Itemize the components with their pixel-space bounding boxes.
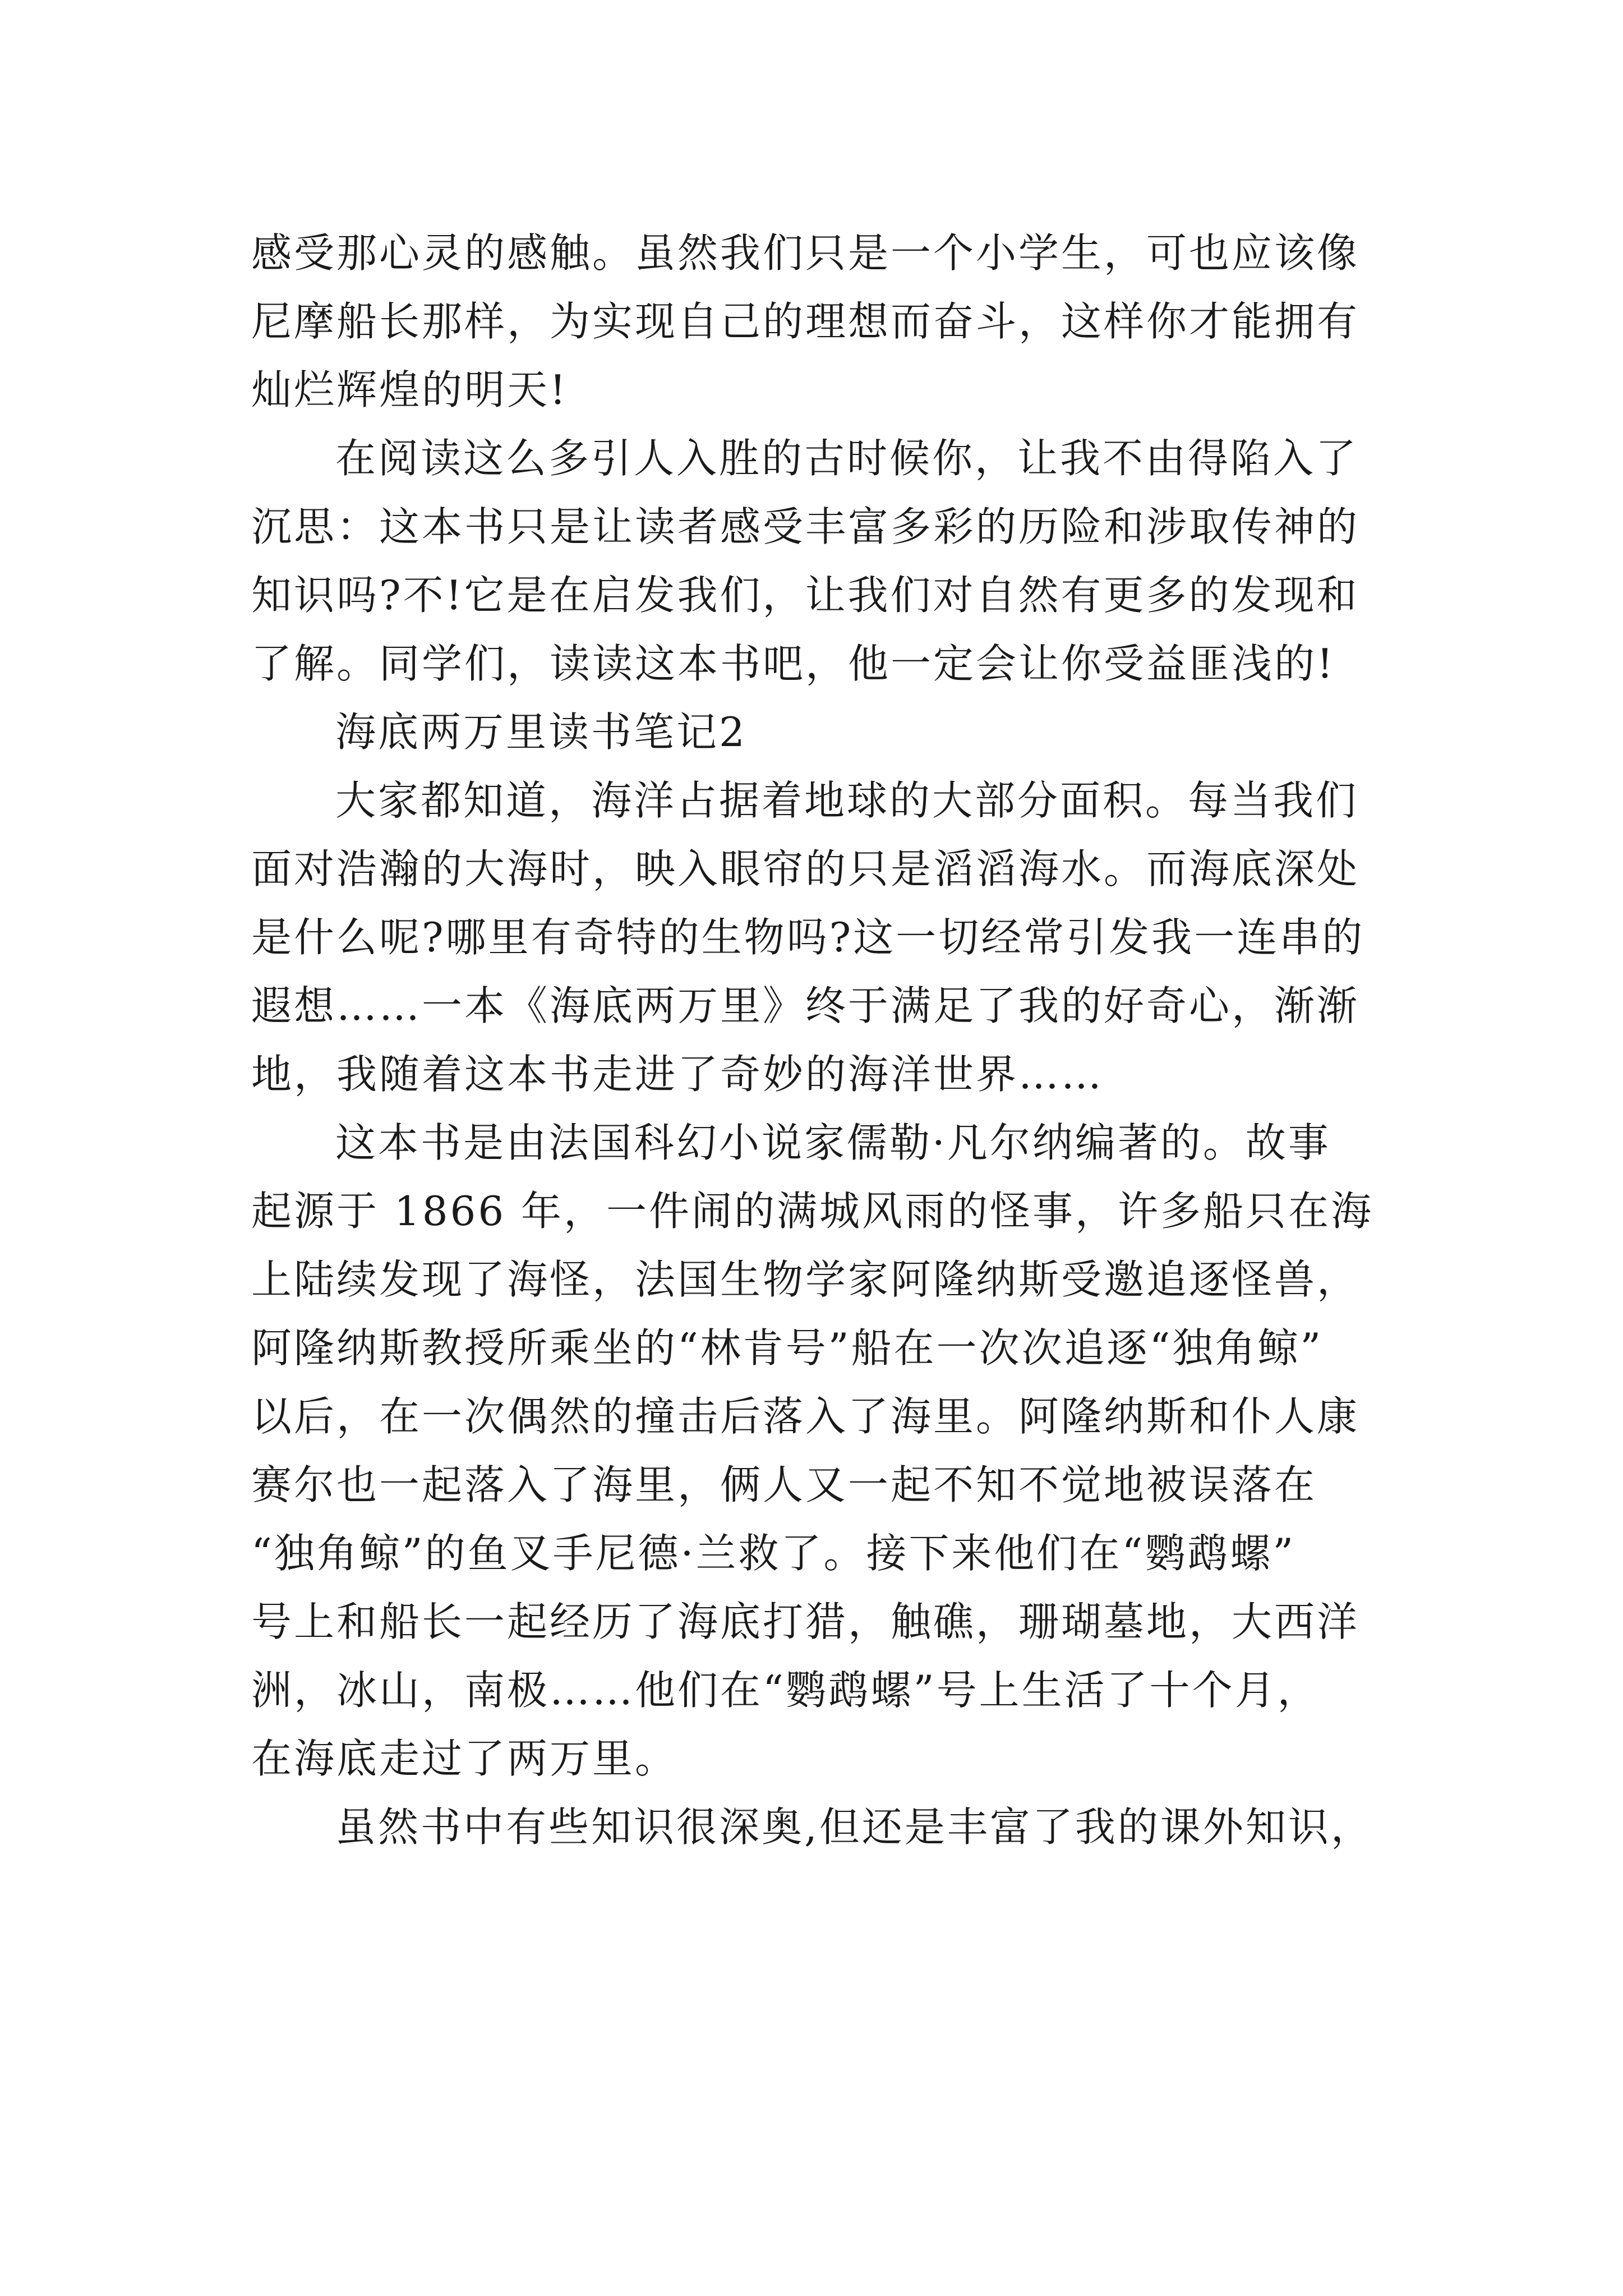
text-line: 号上和船长一起经历了海底打猎，触礁，珊瑚墓地，大西洋 bbox=[251, 1598, 1360, 1645]
section-heading: 海底两万里读书笔记2 bbox=[335, 708, 747, 756]
text-line: 了解。同学们，读读这本书吧，他一定会让你受益匪浅的! bbox=[251, 640, 1335, 687]
document-body bbox=[251, 219, 1373, 1861]
text-line: 大家都知道，海洋占据着地球的大部分面积。每当我们 bbox=[335, 777, 1359, 824]
text-line: 以后，在一次偶然的撞击后落入了海里。阿隆纳斯和仆人康 bbox=[251, 1393, 1360, 1440]
text-line: 面对浩瀚的大海时，映入眼帘的只是滔滔海水。而海底深处 bbox=[251, 845, 1360, 892]
text-line: 感受那心灵的感触。虽然我们只是一个小学生，可也应该像 bbox=[251, 229, 1360, 277]
text-line: 遐想……一本《海底两万里》终于满足了我的好奇心，渐渐 bbox=[251, 982, 1360, 1029]
text-line: 起源于 1866 年，一件闹的满城风雨的怪事，许多船只在海 bbox=[251, 1188, 1374, 1235]
text-line: 赛尔也一起落入了海里，俩人又一起不知不觉地被误落在 bbox=[251, 1461, 1317, 1508]
text-line: 阿隆纳斯教授所乘坐的“林肯号”船在一次次追逐“独角鲸” bbox=[251, 1324, 1324, 1372]
text-line: 尼摩船长那样，为实现自己的理想而奋斗，这样你才能拥有 bbox=[251, 298, 1360, 345]
text-line: 知识吗?不!它是在启发我们，让我们对自然有更多的发现和 bbox=[251, 572, 1359, 619]
text-line: 这本书是由法国科幻小说家儒勒·凡尔纳编著的。故事 bbox=[335, 1119, 1331, 1166]
text-line: 灿烂辉煌的明天! bbox=[251, 366, 568, 413]
text-line: 虽然书中有些知识很深奥,但还是丰富了我的课外知识， bbox=[335, 1803, 1373, 1851]
text-line: 是什么呢?哪里有奇特的生物吗?这一切经常引发我一连串的 bbox=[251, 914, 1365, 961]
text-line: 地，我随着这本书走进了奇妙的海洋世界…… bbox=[251, 1051, 1104, 1098]
text-line: 在海底走过了两万里。 bbox=[251, 1735, 678, 1782]
text-line: 洲，冰山，南极……他们在“鹦鹉螺”号上生活了十个月， bbox=[251, 1667, 1320, 1714]
text-line: “独角鲸”的鱼叉手尼德·兰救了。接下来他们在“鹦鹉螺” bbox=[251, 1530, 1296, 1577]
text-line: 在阅读这么多引人入胜的古时候你，让我不由得陷入了 bbox=[335, 435, 1359, 482]
text-line: 上陆续发现了海怪，法国生物学家阿隆纳斯受邀追逐怪兽， bbox=[251, 1256, 1360, 1303]
text-line: 沉思：这本书只是让读者感受丰富多彩的历险和涉取传神的 bbox=[251, 503, 1360, 550]
